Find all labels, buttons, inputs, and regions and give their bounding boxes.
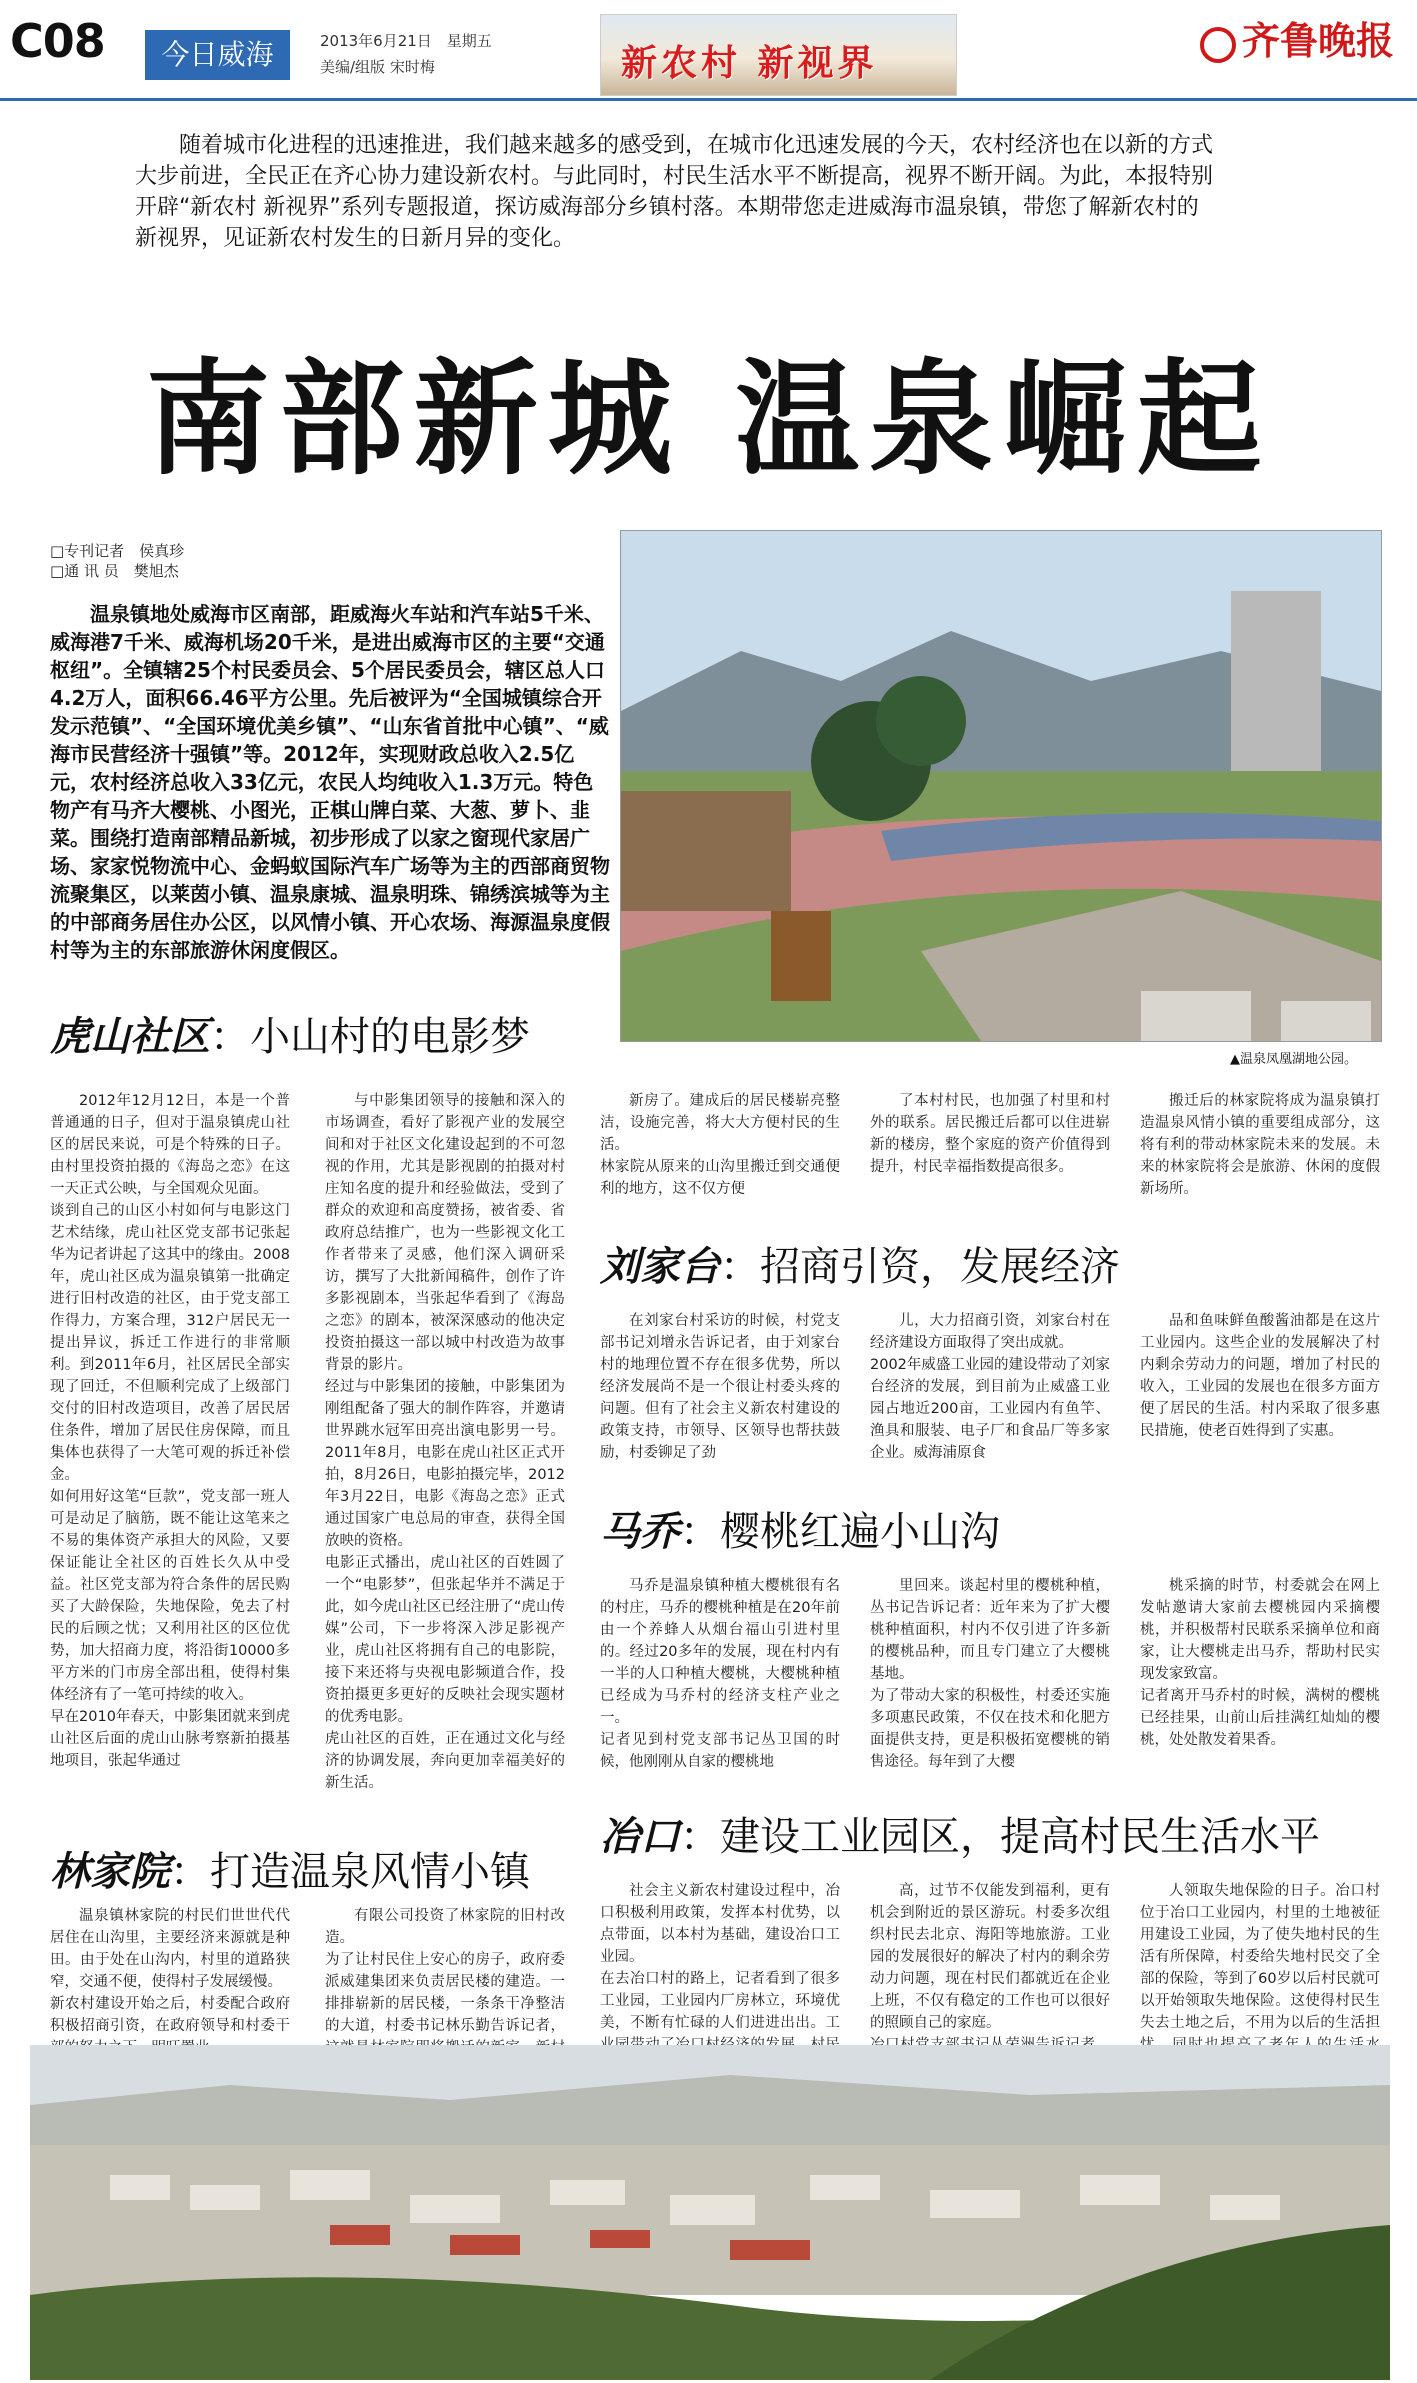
logo-text: 齐鲁晚报	[1242, 18, 1395, 63]
column-banner	[600, 14, 957, 96]
section-name: 马乔	[600, 1508, 680, 1555]
article-column: 儿，大力招商引资，刘家台村在经济建设方面取得了突出成就。 2002年威盛工业园的建设带动了刘家台经济的发展，到目前为止威盛工业园占地近200亩，工业园内有鱼竿、渔具和服装、电子厂和食品厂等多家企业。威海浦原食	[870, 1313, 1110, 1461]
article-column: 有限公司投资了林家院的旧村改造。 为了让村民住上安心的房子，政府委派威建集团来负责居民楼的建造。一排排崭新的居民楼，一条条干净整洁的大道，村委书记林乐勤告诉记者，	[325, 1908, 565, 2034]
editor-credit: 美编/组版 宋时梅	[320, 58, 435, 76]
article-column: 搬迁后的林家院将成为温泉镇打造温泉风情小镇的重要组成部分，这将有利的带动林家院未来的发展。未来的林家院将会是旅游、休闲的度假新场所。	[1140, 1093, 1380, 1197]
section-title-linjiayuan	[50, 1840, 530, 1897]
section-subtitle: ：打造温泉风情小镇	[170, 1849, 530, 1895]
article-column: 了本村村民，也加强了村里和村外的联系。居民搬迁后都可以住进崭新的楼房，整个家庭的资产价值得到提升，村民幸福指数提高很多。	[870, 1093, 1110, 1175]
article-column: 与中影集团领导的接触和深入的市场调查，看好了影视产业的发展空间和对于社区文化建设起到的不可忽视的作用，尤其是影视剧的拍摄对村庄知名度的提升和经验做法，受到了群众的欢迎和高度赞扬，被省委、省政府总结推广，也为一些影视文化工作者带来了灵感，他们深入调研采访，撰写了大批新闻稿件，创作了许多影视剧本，当张起华看到了《海岛之恋》的剧本，被深深感动的他决定投资拍摄这一部以城中村改造为故事背景的影片。 经过与中影集团的接触，中影集团为刚组配备了强大的制作阵容，并邀请世界跳水冠军田亮出演电影男一号。2011年8月，电影在虎山社区正式开拍，8月26日，电影拍摄完毕，2012年3月22日，电影《海岛之恋》正式通过国家广电总局的审查，获得全国放映的资格。 电影正式播出，虎山社区的百姓圆了一个“电影梦”，但张起华并不满足于此，如今虎山社区已经注册了“虎山传媒”公司，下一步将深入涉足影视产业，虎山社区将拥有自己的电影院，接下来还将与央视电影频道合作，投资拍摄更多更好的反映社会现实题材的优秀电影。 虎山社区的百姓，正在通过文化与经济的协调发展，奔向更加幸福美好的新生活。	[325, 1093, 565, 1791]
article-column: 高，过节不仅能发到福利，更有机会到附近的景区游玩。村委多次组织村民去北京、海阳等地旅游。工业园的发展很好的解决了村内的剩余劳动力问题，现在村民们都就近在企业上班，不仅有稳定的工作也可以很好的照顾自己的家庭。	[870, 1883, 1110, 2031]
section-subtitle: ：建设工业园区，提高村民生活水平	[680, 1814, 1320, 1860]
lead-paragraph: 温泉镇地处威海市区南部，距威海火车站和汽车站5千米、威海港7千米、威海机场20千米，是进出威海市区的主要“交通枢纽”。全镇辖25个村民委员会、5个居民委员会，辖区总人口4.2万人，面积66.46平方公里。先后被评为“全国城镇综合开发示范镇”、“全国环境优美乡镇”、“山东省首批中心镇”、“威海市民营经济十强镇”等。2012年，实现财政总收入2.5亿元，农村经济总收入33亿元，农民人均纯收入1.3万元。特色物产有马齐大樱桃、小图光，正棋山牌白菜、大葱、萝卜、韭菜。围绕打造南部精品新城，初步形成了以家之窗现代家居广场、家家悦物流中心、金蚂蚁国际汽车广场等为主的西部商贸物流聚集区，以莱茵小镇、温泉康城、温泉明珠、锦绣滨城等为主的中部商务居住办公区，以风情小镇、开心农场、海源温泉度假村等为主的东部旅游休闲度假区。	[50, 602, 610, 962]
article-column: 温泉镇林家院的村民们世世代代居住在山沟里，主要经济来源就是种田。由于处在山沟内，村里的道路狭窄，交通不便，使得村子发展缓慢。 新农村建设开始之后，村委配合政府积极招商引资，在政府领导和村委干	[50, 1908, 290, 2034]
intro-paragraph: 随着城市化进程的迅速推进，我们越来越多的感受到，在城市化迅速发展的今天，农村经济也在以新的方式大步前进，全民正在齐心协力建设新农村。与此同时，村民生活水平不断提高，视界不断开阔。为此，本报特别开辟“新农村 新视界”系列专题报道，探访威海部分乡镇村落。本期带您走进威海市温泉镇，带您了解新农村的新视界，见证新农村发生的日新月异的变化。	[135, 133, 1214, 251]
section-name: 刘家台	[600, 1243, 720, 1290]
section-title-maqiao	[600, 1500, 1000, 1557]
article-column: 马乔是温泉镇种植大樱桃很有名的村庄，马乔的樱桃种植是在20年前由一个养蜂人从烟台福山引进村里的。经过20多年的发展，现在村内有一半的人口种植大樱桃，大樱桃种植已经成为马乔村的经济支柱产业之一。 记者见到村党支部书记丛卫国的时候，他刚刚从自家的樱桃地	[600, 1578, 840, 1770]
byline-correspondent: □通 讯 员 樊旭杰	[50, 562, 179, 580]
section-tab: 今日威海	[145, 30, 290, 80]
section-subtitle: ：樱桃红遍小山沟	[680, 1509, 1000, 1555]
park-photo	[620, 530, 1382, 1042]
article-column: 品和鱼味鲜鱼酸酱油都是在这片工业园内。这些企业的发展解决了村内剩余劳动力的问题，增加了村民的收入，工业园的发展也在很多方面方便了居民的生活。村内采取了很多惠民措施，使老百姓得到了实惠。	[1140, 1313, 1380, 1439]
byline-reporter: □专刊记者 侯真珍	[50, 542, 185, 560]
issue-date: 2013年6月21日 星期五	[320, 32, 492, 50]
section-subtitle: ：小山村的电影梦	[210, 1014, 530, 1060]
section-name: 虎山社区	[50, 1013, 210, 1060]
page-headline: 南部新城 温泉崛起	[145, 348, 1272, 492]
section-subtitle: ：招商引资，发展经济	[720, 1244, 1120, 1290]
town-panorama-photo	[30, 2045, 1390, 2380]
article-column: 社会主义新农村建设过程中，冶口积极利用政策，发挥本村优势，以点带面，以本村为基础，建设冶口工业园。 在去冶口村的路上，记者看到了很多工业园，工业园内厂房林立，环境优美，不断有忙碌的人们进进出出。工	[600, 1883, 840, 2031]
park-illustration	[621, 531, 1381, 1041]
photo-caption: ▲温泉凤凰湖地公园。	[1230, 1052, 1357, 1067]
section-name: 林家院	[50, 1848, 170, 1895]
banner-title: 新农村 新视界	[621, 43, 878, 84]
article-column: 桃采摘的时节，村委就会在网上发帖邀请大家前去樱桃园内采摘樱桃，并积极帮村民联系采摘单位和商家，让大樱桃走出马乔，帮助村民实现发家致富。 记者离开马乔村的时候，满树的樱桃已经挂果，山前山后挂满红灿灿的樱桃，处处散发着果香。	[1140, 1578, 1380, 1748]
header-rule	[0, 98, 1417, 101]
section-name: 冶口	[600, 1813, 680, 1860]
section-title-hushan	[50, 1005, 530, 1062]
article-column: 新房了。建成后的居民楼崭亮整洁，设施完善，将大大方便村民的生活。 林家院从原来的山沟里搬迁到交通便利的地方，这不仅方便	[600, 1093, 840, 1197]
article-column: 里回来。谈起村里的樱桃种植，丛书记告诉记者：近年来为了扩大樱桃种植面积，村内不仅引进了许多新的樱桃品种，而且专门建立了大樱桃基地。 为了带动大家的积极性，村委还实施多项惠民政策，不仅在技术和化肥方面提供支持，更是积极拓宽樱桃的销售途径。每年到了大樱	[870, 1578, 1110, 1770]
logo-icon	[1200, 27, 1236, 63]
section-title-liujiatai	[600, 1235, 1120, 1292]
newspaper-logo	[1200, 10, 1394, 65]
article-column: 人领取失地保险的日子。冶口村位于冶口工业园内，村里的土地被征用建设工业园，为了使失地村民的生活有所保障，村委给失地村民交了全部的保险，等到了60岁以后村民就可以开始领取失地保险。这使得村民生失去土地之后，不用为以后的生活担	[1140, 1883, 1380, 2031]
town-illustration	[30, 2045, 1390, 2380]
page-number: C08	[10, 14, 105, 68]
article-column: 2012年12月12日，本是一个普普通通的日子，但对于温泉镇虎山社区的居民来说，可是个特殊的日子。由村里投资拍摄的《海岛之恋》在这一天正式公映，与全国观众见面。 谈到自己的山区小村如何与电影这门艺术结缘，虎山社区党支部书记张起华为记者讲起了这其中的缘由。2008年，虎山社区成为温泉镇第一批确定进行旧村改造的社区，由于党支部工作得力，方案合理，312户居民无一提出异议，拆迁工作进行的非常顺利。到2011年6月，社区居民全部实现了回迁，不但顺利完成了上级部门交付的旧村改造项目，改善了居民居住条件，增加了居民住房保障，而且集体也获得了一大笔可观的拆迁补偿金。 如何用好这笔“巨款”，党支部一班人可是动足了脑筋，既不能让这笔来之不易的集体资产承担大的风险，又要保证能让全社区的百姓长久从中受益。社区党支部为符合条件的居民购买了大龄保险，失地保险，免去了村民的后顾之忧；又利用社区的区位优势，加大招商力度，将沿街10000多平方米的门市房全部出租，使得村集体经济有了一笔可持续的收入。 早在2010年春天，中影集团就来到虎山社区后面的虎山山脉考察新拍摄基地项目，张起华通过	[50, 1093, 290, 1769]
article-column: 在刘家台村采访的时候，村党支部书记刘增永告诉记者，由于刘家台村的地理位置不存在很多优势，所以经济发展尚不是一个很让村委头疼的问题。但有了社会主义新农村建设的政策支持，市领导、区领导也帮扶鼓励，村委铆足了劲	[600, 1313, 840, 1461]
section-title-yekou	[600, 1805, 1320, 1862]
